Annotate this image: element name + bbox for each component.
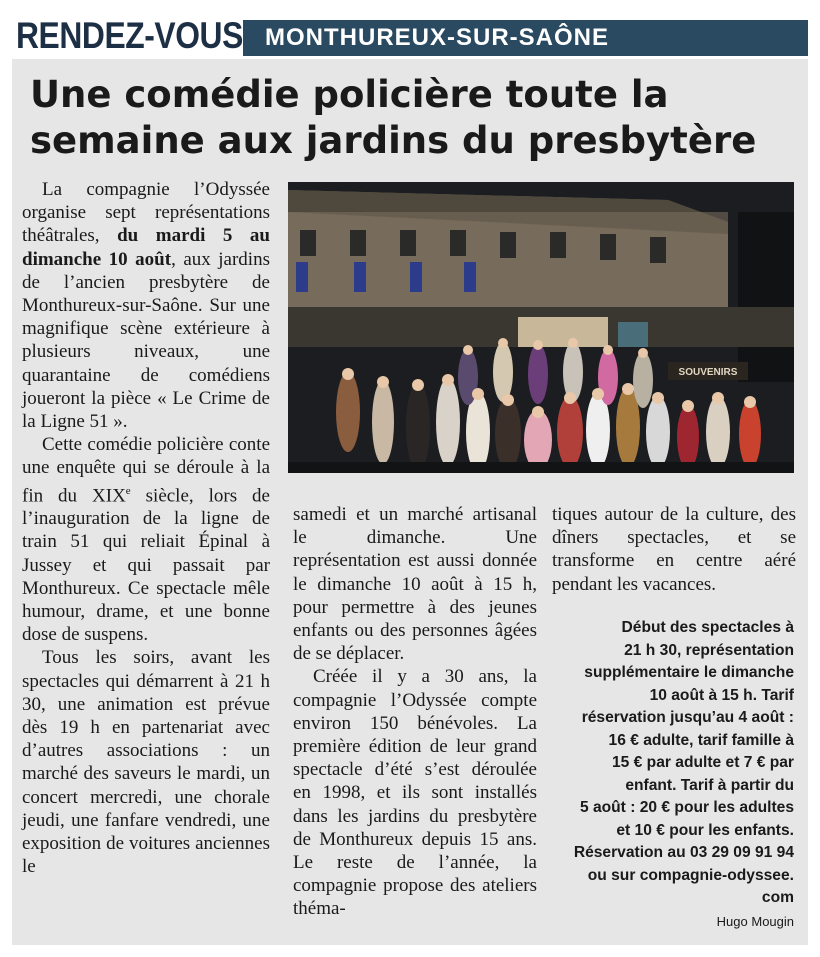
practical-info-box bbox=[572, 617, 794, 910]
souvenirs-sign-text: SOUVENIRS bbox=[678, 367, 738, 378]
location-bar bbox=[243, 20, 808, 56]
article-paragraph-3: Tous les soirs, avant les spectacles qui démarrent à 21 h 30, une animation est prévue dès 19 h en partenariat avec d’autres associations : un marché des saveurs le mardi, un concert mercredi, une chorale jeudi, une fanfare vendredi, une exposition de voitures anciennes le bbox=[22, 647, 270, 878]
info-line: 10 août à 15 h. Tarif bbox=[649, 686, 794, 704]
article-column-1 bbox=[22, 178, 270, 878]
section-header bbox=[12, 12, 808, 59]
info-line: 15 € par adulte et 7 € par bbox=[611, 754, 794, 771]
author-byline: Hugo Mougin bbox=[716, 914, 794, 929]
article-headline: Une comédie policière toute la semaine aux jardins du presbytère bbox=[30, 73, 757, 162]
paragraph-text: Cette comédie policière conte une enquête qui se déroule à la fin du XIX bbox=[22, 434, 270, 506]
info-line: com bbox=[761, 889, 794, 906]
info-line: enfant. Tarif à partir du bbox=[625, 776, 794, 794]
article-paragraph-3-continued: samedi et un marché artisanal le dimanche. Une représentation est aussi donnée le dimanche 10 août à 15 h, pour permettre à des jeunes enfants ou des personnes âgées de se déplacer. bbox=[293, 504, 537, 665]
info-line: 5 août : 20 € pour les adultes bbox=[579, 799, 794, 816]
location-label: MONTHUREUX-SUR-SAÔNE bbox=[265, 24, 609, 51]
section-kicker: RENDEZ-VOUS bbox=[16, 15, 243, 56]
info-line: ou sur compagnie-odyssee. bbox=[587, 866, 794, 884]
article-paragraph-2 bbox=[22, 433, 270, 646]
article-column-2 bbox=[293, 503, 537, 921]
info-line: réservation jusqu’au 4 août : bbox=[581, 709, 794, 726]
article-paragraph-4-continued: tiques autour de la culture, des dîners spectacles, et se transforme en centre aéré pendant les vacances. bbox=[552, 504, 796, 595]
info-line: supplémentaire le dimanche bbox=[584, 664, 794, 681]
article-photo bbox=[288, 182, 794, 473]
paragraph-bold-dates: du mardi 5 au dimanche 10 août bbox=[22, 225, 270, 270]
article-column-3 bbox=[552, 503, 796, 596]
info-line: Début des spectacles à bbox=[621, 619, 794, 636]
paragraph-text: , aux jardins de l’ancien presbytère de Monthureux-sur-Saône. Sur une magnifique scène extérieure à plusieurs niveaux, une quarantaine de comédiens joueront la pièce « Le Crime de la Ligne 51 ». bbox=[22, 248, 270, 433]
theatre-stage-photo bbox=[288, 182, 794, 473]
paragraph-text: siècle, lors de l’inauguration de la ligne de train 51 qui reliait Épinal à Jussey et qui passait par Monthureux. Ce spectacle mêle humour, drame, et une bonne dose de suspens. bbox=[22, 484, 270, 646]
century-superscript: e bbox=[125, 484, 131, 497]
info-line: 16 € adulte, tarif famille à bbox=[608, 731, 794, 749]
article-paragraph-4: Créée il y a 30 ans, la compagnie l’Odyssée compte environ 150 bénévoles. La première édition de leur grand spectacle d’été s’est déroulée en 1998, et ils sont installés dans les jardins du presbytère de Monthureux depuis 15 ans. Le reste de l’année, la compagnie propose des ateliers théma- bbox=[293, 666, 537, 920]
paragraph-text: La compagnie l’Odyssée organise sept représentations théâtrales, bbox=[22, 179, 270, 247]
info-line: 21 h 30, représentation bbox=[624, 641, 794, 659]
info-line: Réservation au 03 29 09 91 94 bbox=[573, 844, 794, 861]
newspaper-clipping bbox=[12, 12, 808, 945]
article-paragraph-1 bbox=[22, 178, 270, 433]
info-line: et 10 € pour les enfants. bbox=[616, 821, 794, 839]
